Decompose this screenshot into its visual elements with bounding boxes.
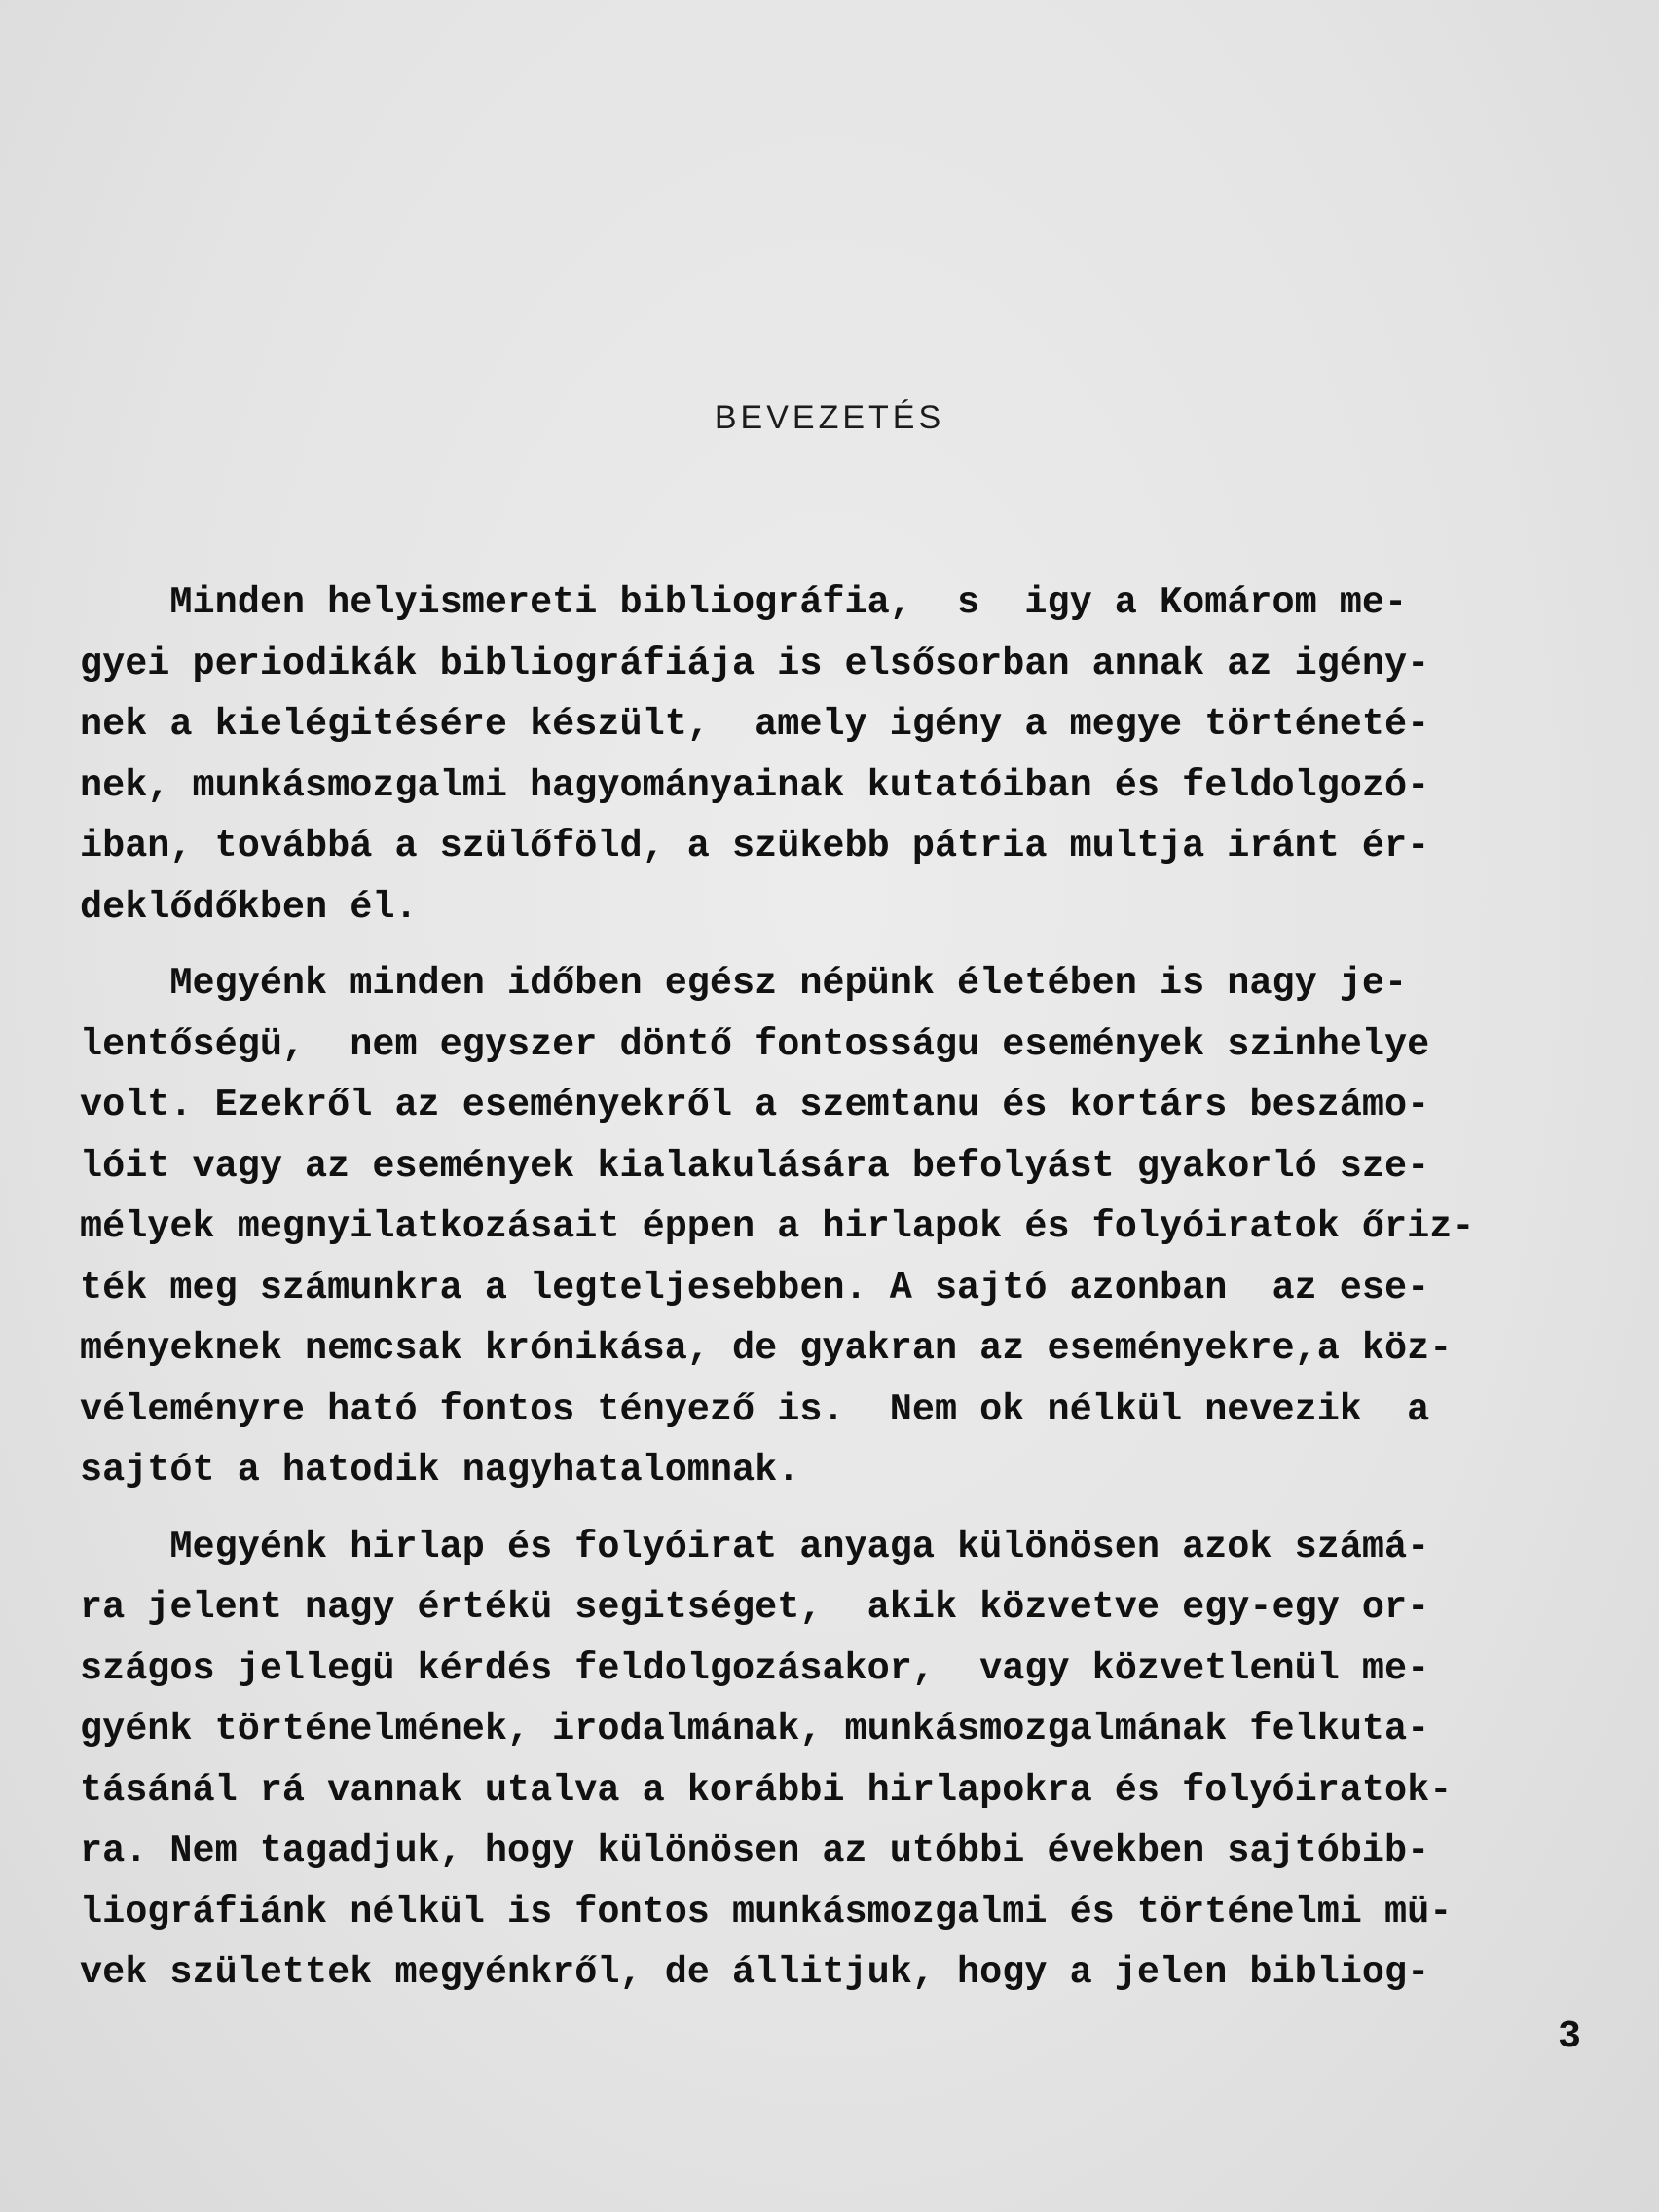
page-title: BEVEZETÉS [714, 399, 945, 436]
text-line: szágos jellegü kérdés feldolgozásakor, vagy közvetlenül me- [80, 1646, 1430, 1690]
text-line: iban, továbbá a szülőföld, a szükebb pátria multja iránt ér- [80, 825, 1430, 867]
text-line: lentőségü, nem egyszer döntő fontosságu események szinhelye [80, 1022, 1430, 1066]
text-line: Megyénk minden időben egész népünk életében is nagy je- [80, 962, 1408, 1005]
body-text [80, 572, 1618, 2004]
text-line: vek születtek megyénkről, de állitjuk, hogy a jelen bibliog- [80, 1951, 1430, 1994]
paragraph [80, 1517, 1618, 2004]
paragraph-gap [80, 938, 1618, 953]
paragraph [80, 953, 1618, 1501]
text-line: volt. Ezekről az eseményekről a szemtanu és kortárs beszámo- [80, 1084, 1430, 1126]
text-line: deklődőkben él. [80, 885, 418, 929]
text-line: sajtót a hatodik nagyhatalomnak. [80, 1449, 800, 1492]
text-line: nek, munkásmozgalmi hagyományainak kutatóiban és feldolgozó- [80, 763, 1430, 807]
text-line: ményeknek nemcsak krónikása, de gyakran az eseményekre,a köz- [80, 1327, 1453, 1370]
text-line: mélyek megnyilatkozásait éppen a hirlapok és folyóiratok őriz- [80, 1205, 1475, 1248]
text-line: véleményre ható fontos tényező is. Nem ok nélkül nevezik a [80, 1387, 1430, 1431]
text-line: nek a kielégitésére készült, amely igény a megye történeté- [80, 703, 1430, 746]
text-line: ték meg számunkra a legteljesebben. A sajtó azonban az ese- [80, 1266, 1430, 1309]
text-line: lóit vagy az események kialakulására befolyást gyakorló sze- [80, 1144, 1430, 1188]
text-line: ra. Nem tagadjuk, hogy különösen az utóbbi években sajtóbib- [80, 1829, 1430, 1872]
text-line: liográfiánk nélkül is fontos munkásmozgalmi és történelmi mü- [80, 1890, 1453, 1934]
text-line: gyénk történelmének, irodalmának, munkásmozgalmának felkuta- [80, 1708, 1430, 1751]
text-line: ra jelent nagy értékü segitséget, akik közvetve egy-egy or- [80, 1586, 1430, 1629]
text-line: Megyénk hirlap és folyóirat anyaga különösen azok számá- [80, 1525, 1430, 1568]
text-line: Minden helyismereti bibliográfia, s igy a Komárom me- [80, 581, 1408, 624]
paragraph [80, 572, 1618, 938]
paragraph-gap [80, 1501, 1618, 1517]
page-number: 3 [1558, 2015, 1582, 2059]
text-line: gyei periodikák bibliográfiája is elsősorban annak az igény- [80, 642, 1430, 685]
text-line: tásánál rá vannak utalva a korábbi hirlapokra és folyóiratok- [80, 1768, 1453, 1812]
